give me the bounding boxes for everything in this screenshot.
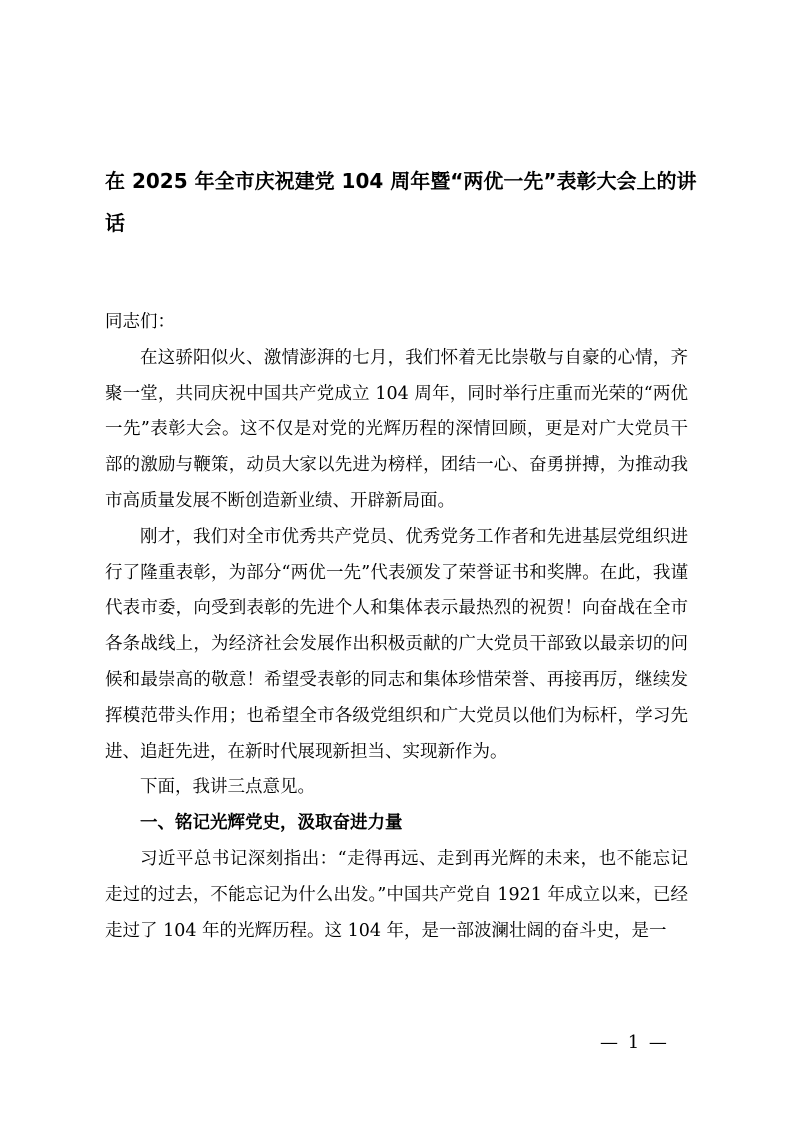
section-heading: 一、铭记光辉党史，汲取奋进力量 bbox=[140, 813, 403, 834]
document-title: 在 2025 年全市庆祝建党 104 周年暨“两优一先”表彰大会上的讲话 bbox=[105, 169, 697, 235]
paragraph: 刚才，我们对全市优秀共产党员、优秀党务工作者和先进基层党组织进行了隆重表彰，为部分“两优一先”代表颁发了荣誉证书和奖牌。在此，我谨代表市委，向受到表彰的先进个人和集体表示最热烈的祝贺！向奋战在全市各条战线上，为经济社会发展作出积极贡献的广大党员干部致以最亲切的问候和最崇高的敬意！希望受表彰的同志和集体珍惜荣誉、再接再厉，继续发挥模范带头作用；也希望全市各级党组织和广大党员以他们为标杆，学习先进、追赶先进，在新时代展现新担当、实现新作为。 bbox=[105, 526, 688, 762]
paragraph: 在这骄阳似火、激情澎湃的七月，我们怀着无比崇敬与自豪的心情，齐聚一堂，共同庆祝中国共产党成立 104 周年，同时举行庄重而光荣的“两优一先”表彰大会。这不仅是对党的光辉历程的深情回顾，更是对广大党员干部的激励与鞭策，动员大家以先进为榜样，团结一心、奋勇拼搏，为推动我市高质量发展不断创造新业绩、开辟新局面。 bbox=[105, 347, 688, 511]
page-number: — 1 — bbox=[600, 1032, 669, 1053]
paragraph: 下面，我讲三点意见。 bbox=[140, 777, 315, 798]
paragraph: 习近平总书记深刻指出：“走得再远、走到再光辉的未来，也不能忘记走过的过去，不能忘记为什么出发。”中国共产党自 1921 年成立以来，已经走过了 104 年的光辉历程。这 104 年，是一部波澜壮阔的奋斗史，是一 bbox=[105, 848, 688, 941]
salutation: 同志们： bbox=[105, 312, 175, 332]
document-body bbox=[105, 305, 688, 949]
